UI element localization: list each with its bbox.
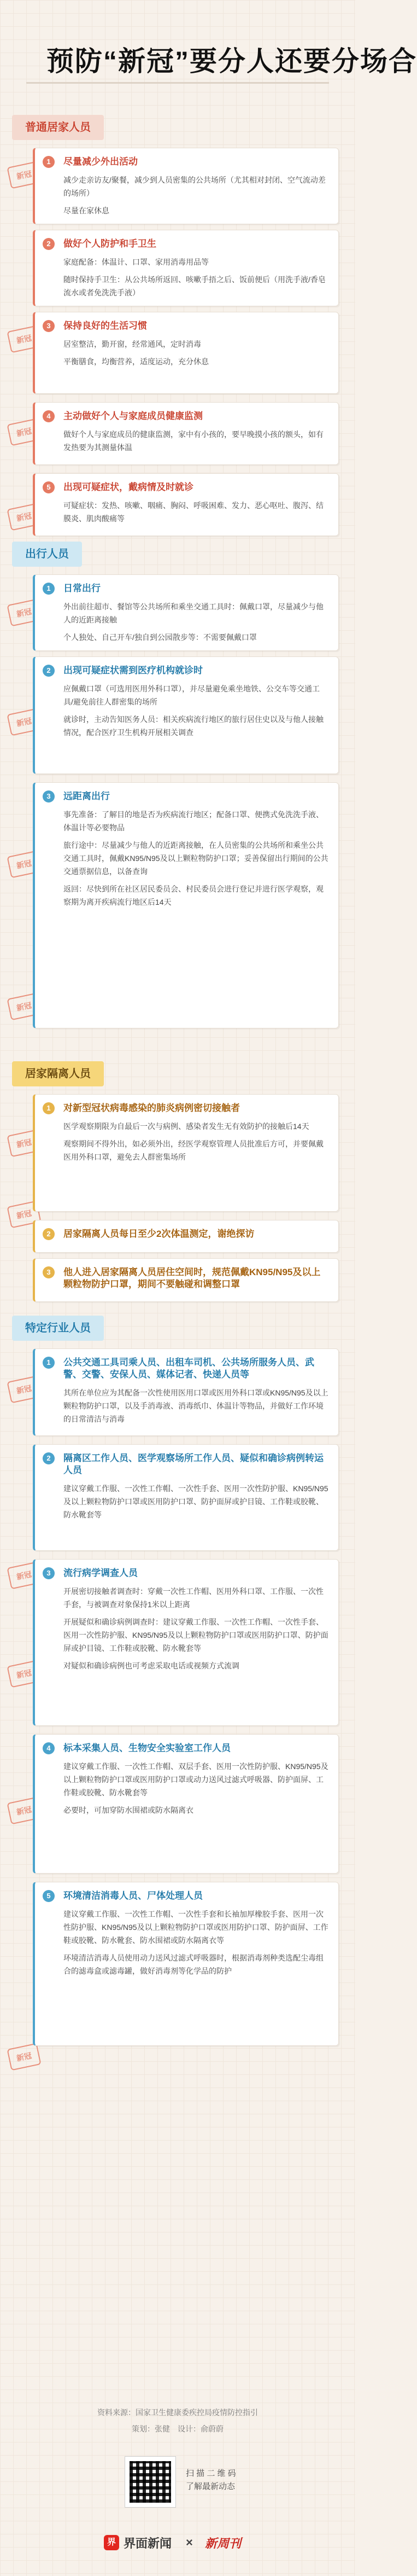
card-title: 标本采集人员、生物安全实验室工作人员 (63, 1743, 231, 1753)
section-header: 出行人员 (12, 542, 82, 567)
card-number-badge: 2 (43, 665, 55, 677)
info-card (33, 782, 339, 1028)
card-title: 公共交通工具司乘人员、出租车司机、公共场所服务人员、武警、交警、安保人员、媒体记者、快递人员等 (63, 1357, 314, 1380)
stamp-icon: 新冠 (7, 993, 41, 1021)
card-number-badge: 4 (43, 410, 55, 422)
stamp-icon: 新冠 (7, 503, 41, 531)
section-header: 特定行业人员 (12, 1316, 104, 1341)
info-card (33, 1559, 339, 1726)
info-card (33, 574, 339, 651)
stamp-icon: 新冠 (7, 2043, 41, 2071)
info-card (33, 1348, 339, 1436)
card-paragraph: 建议穿戴工作服、一次性工作帽、一次性手套、医用一次性防护服、KN95/N95及以上颗粒物防护口罩或医用防护口罩、防护面屏或护目镜、工作鞋或胶靴、防水靴套等 (63, 1484, 328, 1519)
card-title: 做好个人防护和手卫生 (63, 239, 156, 249)
card-number-badge: 4 (43, 1742, 55, 1754)
card-number-badge: 1 (43, 156, 55, 168)
card-paragraph: 可疑症状：发热、咳嗽、咽痛、胸闷、呼吸困难、发力、恶心呕吐、腹泻、结膜炎、肌肉酸痛等 (63, 501, 324, 523)
card-title: 主动做好个人与家庭成员健康监测 (63, 411, 203, 421)
card-number-badge: 5 (43, 1890, 55, 1902)
card-title: 远距离出行 (63, 791, 110, 801)
brand-jiemian (104, 2532, 172, 2554)
card-title: 保持良好的生活习惯 (63, 321, 147, 331)
card-paragraph: 做好个人与家庭成员的健康监测，家中有小孩的，要早晚摸小孩的额头，如有发热要为其测量体温 (63, 430, 324, 452)
stamp-icon: 新冠 (7, 851, 41, 879)
card-title: 出现可疑症状需到医疗机构就诊时 (63, 665, 203, 676)
card-paragraph: 应佩戴口罩（可选用医用外科口罩），并尽量避免乘坐地铁、公交车等交通工具/避免前往人群密集的场所 (63, 684, 320, 706)
brand-separator: × (186, 2536, 193, 2549)
card-number-badge: 2 (43, 1452, 55, 1464)
card-paragraph: 居室整洁，勤开窗，经常通风，定时消毒 (63, 340, 201, 348)
info-card (33, 1734, 339, 1874)
stamp-icon: 新冠 (7, 161, 41, 189)
section-header: 居家隔离人员 (12, 1061, 104, 1086)
info-card (33, 1220, 339, 1253)
stamp-icon: 新冠 (7, 708, 41, 736)
card-title: 他人进入居家隔离人员居住空间时，规范佩戴KN95/N95及以上颗粒物防护口罩，期间不要触碰和调整口罩 (63, 1267, 321, 1289)
card-paragraph: 个人独处、自己开车/独自到公园散步等：不需要佩戴口罩 (63, 633, 257, 642)
stamp-icon: 新冠 (7, 418, 41, 446)
card-paragraph: 家庭配备：体温计、口罩、家用消毒用品等 (63, 258, 209, 266)
brand-jiemian-text: 界面新闻 (124, 2536, 172, 2550)
info-card (33, 1444, 339, 1551)
source-text: 资料来源：国家卫生健康委疾控局疫情防控指引 (97, 2408, 258, 2417)
card-paragraph: 必要时，可加穿防水围裙或防水隔离衣 (63, 1806, 193, 1815)
stamp-icon: 新冠 (7, 1376, 41, 1404)
card-paragraph: 随时保持手卫生：从公共场所返回、咳嗽手捂之后、饭前便后（用洗手液/香皂流水或者免洗洗手液） (63, 275, 326, 297)
card-paragraph: 建议穿戴工作服、一次性工作帽、双层手套、医用一次性防护服、KN95/N95及以上颗粒物防护口罩或医用防护口罩或动力送风过滤式呼吸器、防护面屏、工作鞋或胶靴、防水靴套等 (63, 1762, 328, 1797)
card-paragraph: 开展密切接触者调查时：穿戴一次性工作帽、医用外科口罩、工作服、一次性手套，与被调查对象保持1米以上距离 (63, 1587, 324, 1609)
card-number-badge: 1 (43, 1357, 55, 1369)
stamp-icon: 新冠 (7, 325, 41, 353)
qr-code-icon[interactable] (125, 2456, 176, 2508)
stamp-icon: 新冠 (7, 1660, 41, 1688)
stamp-icon: 新冠 (7, 1797, 41, 1825)
card-paragraph: 尽量在家休息 (63, 206, 109, 215)
credits-text: 策划：张健 设计：俞蔚蔚 (132, 2424, 224, 2433)
card-title: 对新型冠状病毒感染的肺炎病例密切接触者 (63, 1103, 240, 1113)
card-paragraph: 其所在单位应为其配备一次性使用医用口罩或医用外科口罩或KN95/N95及以上颗粒物防护口罩，以及手消毒液、消毒纸巾、体温计等物品，并做好工作环境的日常清洁与消毒 (63, 1388, 328, 1423)
stamp-icon: 新冠 (7, 1201, 41, 1229)
page-title: 预防“新冠”要分人还要分场合 (46, 46, 417, 77)
card-number-badge: 3 (43, 1567, 55, 1579)
card-title: 尽量减少外出活动 (63, 156, 138, 167)
card-number-badge: 3 (43, 790, 55, 803)
card-paragraph: 事先准备：了解目的地是否为疾病流行地区；配备口罩、便携式免洗洗手液、体温计等必要物品 (63, 810, 324, 832)
info-card (33, 148, 339, 224)
card-number-badge: 3 (43, 320, 55, 332)
info-card (33, 656, 339, 774)
qr-caption-line2: 了解最新动态 (186, 2482, 236, 2491)
info-card (33, 473, 339, 536)
stamp-icon: 新冠 (7, 1562, 41, 1590)
card-number-badge: 3 (43, 1266, 55, 1278)
card-paragraph: 平衡膳食，均衡营养，适度运动，充分休息 (63, 357, 209, 366)
info-card (33, 230, 339, 306)
card-paragraph: 返回：尽快到所在社区居民委员会、村民委员会进行登记并进行医学观察，观察期为离开疾病流行地区后14天 (63, 885, 324, 906)
title-bar (0, 0, 417, 109)
brand-xinzhoukan: 新周刊 (205, 2536, 242, 2550)
jiemian-logo-icon: 界 (104, 2535, 119, 2550)
card-paragraph: 外出前往超市、餐馆等公共场所和乘坐交通工具时：佩戴口罩，尽量减少与他人的近距离接触 (63, 602, 324, 624)
card-paragraph: 对疑似和确诊病例也可考虑采取电话或视频方式流调 (63, 1661, 239, 1670)
card-paragraph: 减少走亲访友/聚餐，减少到人员密集的公共场所（尤其相对封闭、空气流动差的场所） (63, 176, 326, 197)
info-card (33, 312, 339, 394)
card-number-badge: 2 (43, 238, 55, 250)
card-title: 居家隔离人员每日至少2次体温测定，谢绝探访 (63, 1229, 255, 1239)
card-paragraph: 医学观察期限为自最后一次与病例、感染者发生无有效防护的接触后14天 (63, 1122, 309, 1131)
card-paragraph: 环境清洁消毒人员使用动力送风过滤式呼吸器时，根据消毒剂种类选配尘毒组合的滤毒盒或滤毒罐，做好消毒剂等化学品的防护 (63, 1953, 324, 1975)
card-number-badge: 1 (43, 1102, 55, 1114)
card-title: 流行病学调查人员 (63, 1568, 138, 1578)
card-number-badge: 5 (43, 481, 55, 493)
title-divider (26, 82, 329, 84)
card-paragraph: 就诊时，主动告知医务人员：相关疾病流行地区的旅行居住史以及与他人接触情况，配合医疗卫生机构开展相关调查 (63, 715, 324, 737)
info-card (33, 402, 339, 465)
card-number-badge: 2 (43, 1228, 55, 1240)
info-card (33, 1258, 339, 1302)
card-paragraph: 开展疑似和确诊病例调查时：建议穿戴工作服、一次性工作帽、一次性手套、医用一次性防护服、KN95/N95及以上颗粒物防护口罩或医用防护口罩、防护面屏或护目镜、工作鞋或胶靴、防水靴套等 (63, 1618, 328, 1653)
card-title: 日常出行 (63, 583, 101, 594)
card-title: 隔离区工作人员、医学观察场所工作人员、疑似和确诊病例转运人员 (63, 1453, 324, 1475)
stamp-icon: 新冠 (7, 1130, 41, 1158)
qr-caption-line1: 扫 描 二 维 码 (186, 2469, 236, 2478)
info-card (33, 1882, 339, 2046)
section-header: 普通居家人员 (12, 115, 104, 140)
stamp-icon: 新冠 (7, 599, 41, 627)
card-title: 环境清洁消毒人员、尸体处理人员 (63, 1891, 203, 1901)
card-paragraph: 观察期间不得外出，如必须外出，经医学观察管理人员批准后方可，并要佩戴医用外科口罩，避免去人群密集场所 (63, 1139, 324, 1161)
card-paragraph: 建议穿戴工作服、一次性工作帽、一次性手套和长袖加厚橡胶手套、医用一次性防护服、KN95/N95及以上颗粒物防护口罩或医用防护口罩、防护面屏、工作鞋或胶靴、防水靴套、防水围裙或防水隔离衣等 (63, 1910, 328, 1945)
qr-caption (186, 2467, 236, 2493)
card-paragraph: 旅行途中：尽量减少与他人的近距离接触，在人员密集的公共场所和乘坐公共交通工具时，佩戴KN95/N95及以上颗粒物防护口罩；妥善保留出行期间的公共交通票据信息，以备查询 (63, 841, 328, 876)
card-number-badge: 1 (43, 583, 55, 595)
info-card (33, 1094, 339, 1212)
card-title: 出现可疑症状，戴病情及时就诊 (63, 482, 193, 492)
